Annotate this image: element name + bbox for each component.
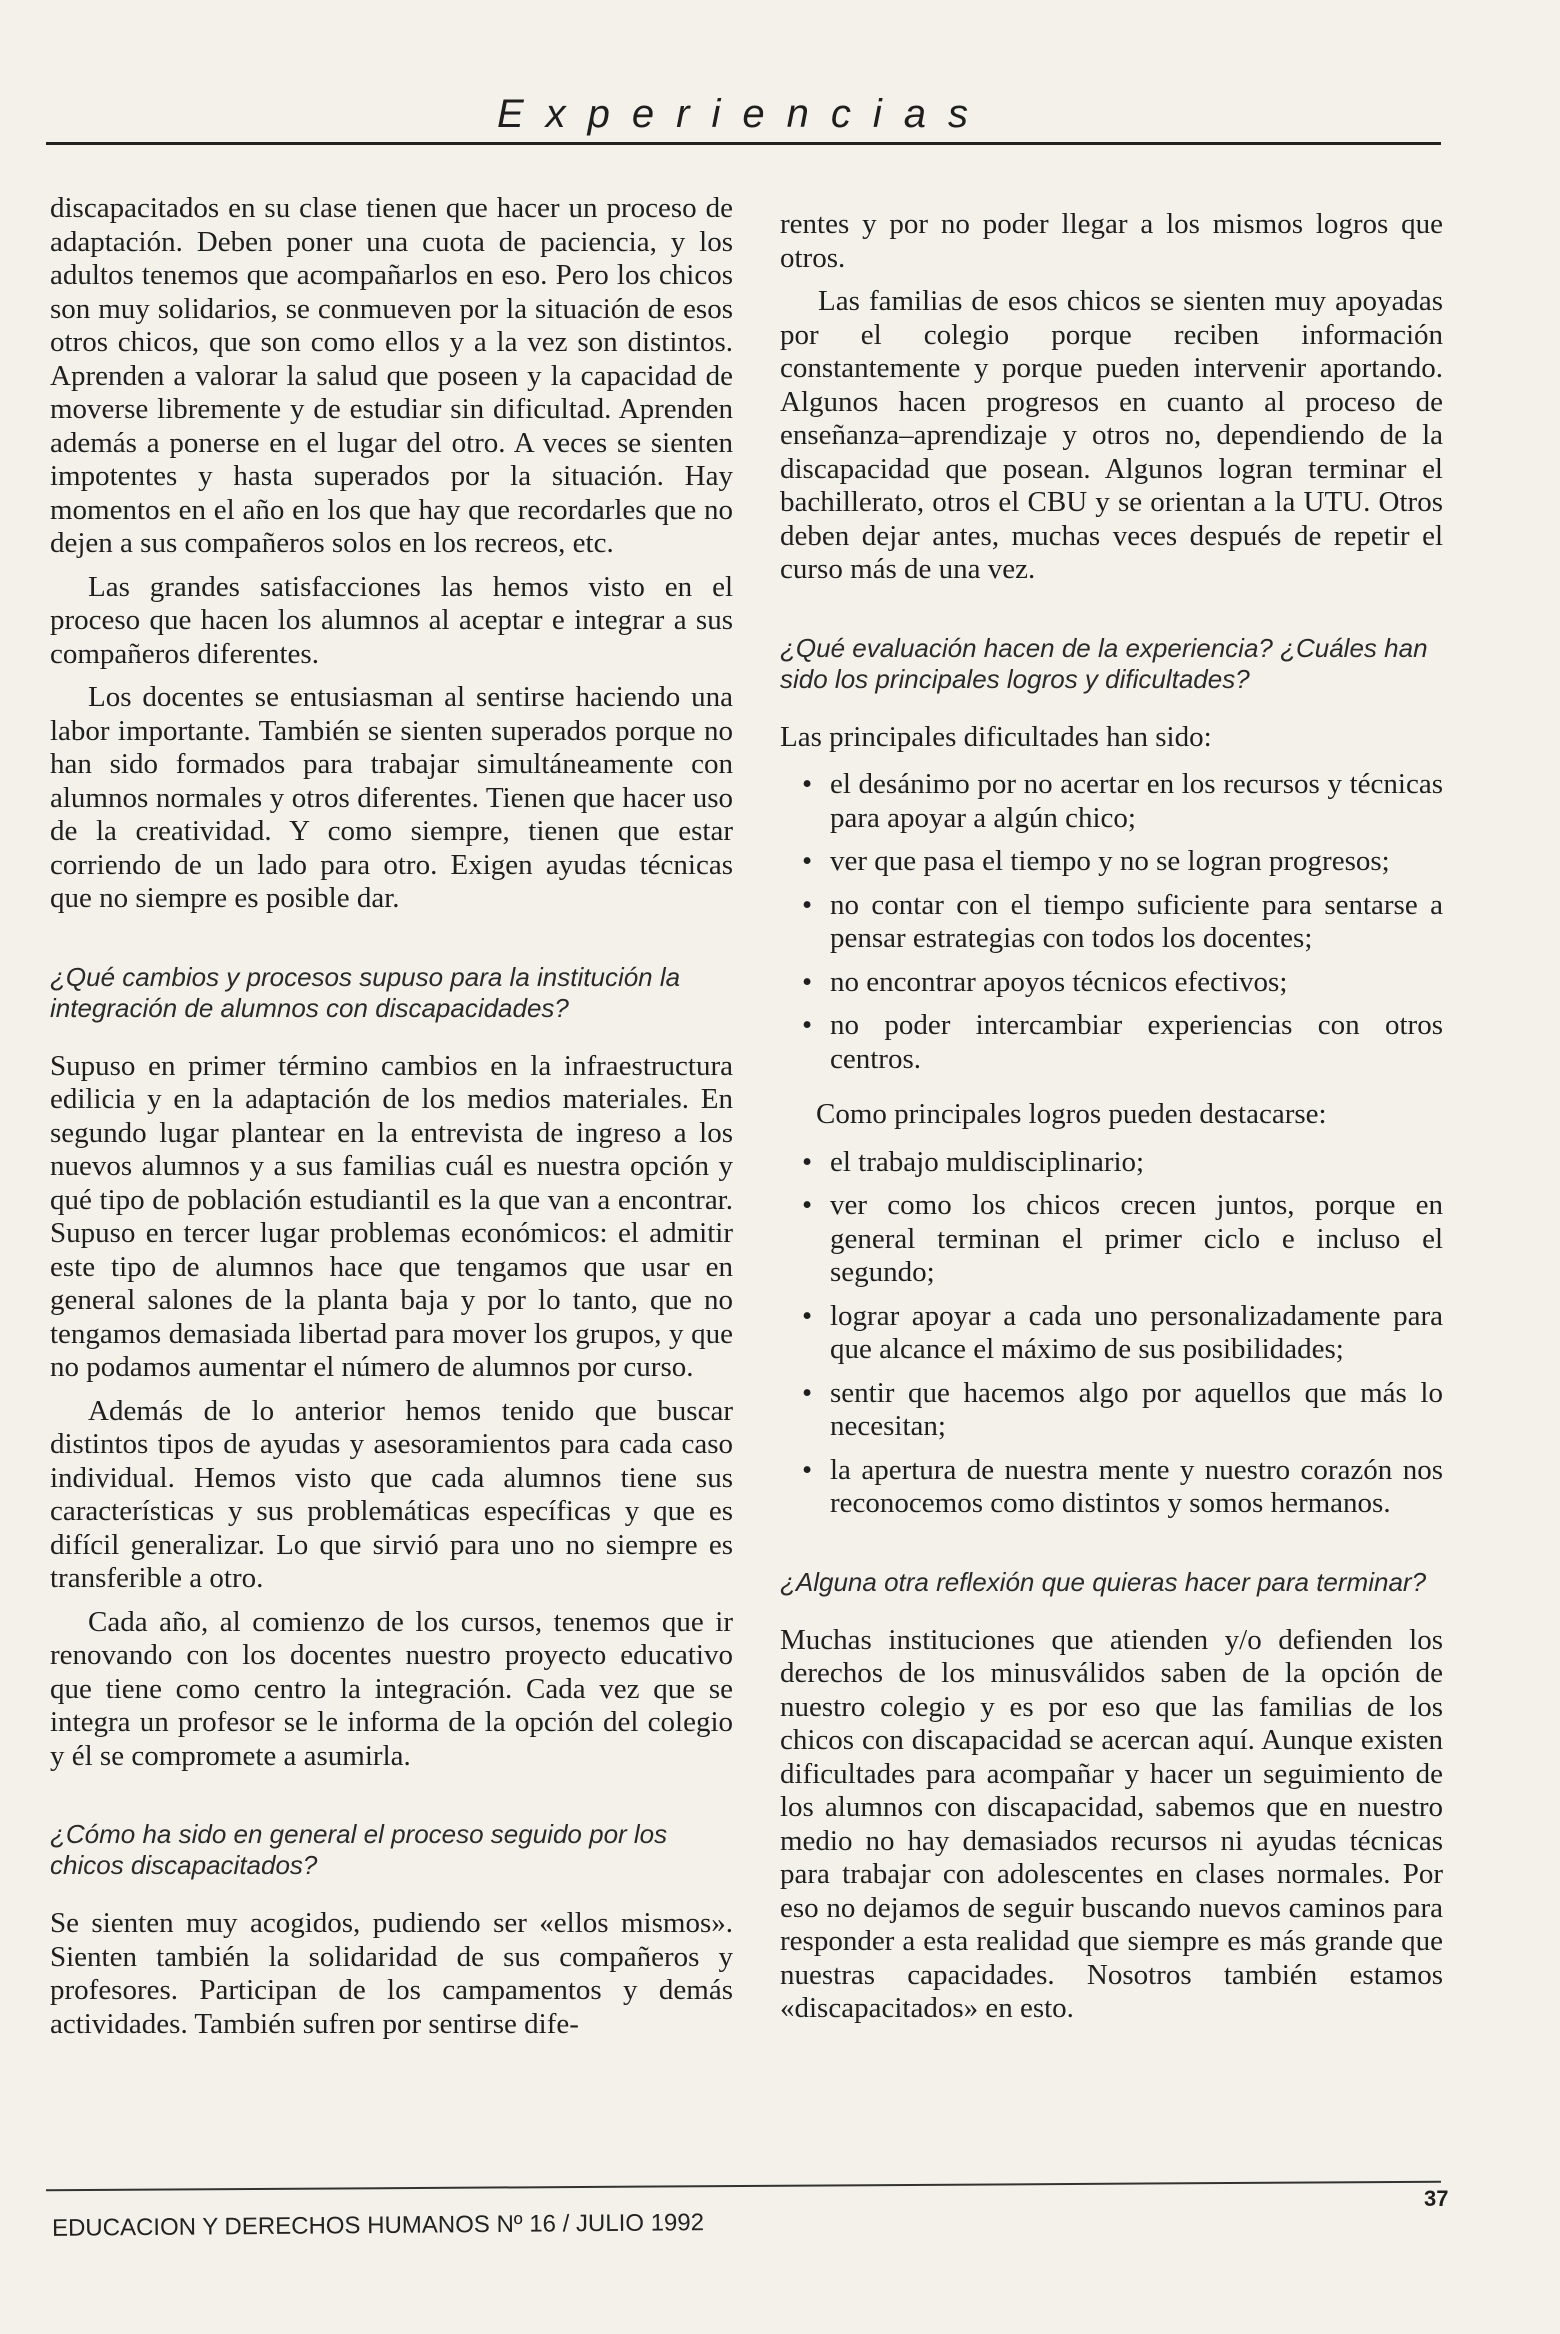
list-item: • sentir que hacemos algo por aquellos que más lo necesitan; (780, 1377, 1443, 1444)
interview-question: ¿Qué evaluación hacen de la experiencia? ¿Cuáles han sido los principales logros y dificultades? (780, 632, 1428, 694)
right-column (780, 208, 1443, 2036)
difficulties-list (780, 768, 1443, 1076)
paragraph: Las familias de esos chicos se sienten muy apoyadas por el colegio porque reciben información constantemente y porque pueden intervenir aportando. Algunos hacen progresos en cuanto al proceso de enseñanza–aprendizaje y otros no, dependiendo de la discapacidad que posean. Algunos logran terminar el bachillerato, otros el CBU y se orientan a la UTU. Otros deben dejar antes, muchas veces después de repetir el curso más de una vez. (780, 285, 1443, 585)
achievements-list (780, 1146, 1443, 1521)
paragraph: Las grandes satisfacciones las hemos visto en el proceso que hacen los alumnos al aceptar e integrar a sus compañeros diferentes. (50, 570, 733, 670)
interview-question: ¿Qué cambios y procesos supuso para la institución la integración de alumnos con discapacidades? (50, 961, 681, 1023)
list-item: • el trabajo muldisciplinario; (780, 1146, 1443, 1180)
paragraph: Cada año, al comienzo de los cursos, tenemos que ir renovando con los docentes nuestro proyecto educativo que tiene como centro la integración. Cada vez que se integra un profesor se le informa de la opción del colegio y él se compromete a asumirla. (50, 1605, 733, 1772)
list-item: • ver como los chicos crecen juntos, porque en general terminan el primer ciclo e incluso el segundo; (780, 1189, 1443, 1290)
list-item: • la apertura de nuestra mente y nuestro corazón nos reconocemos como distintos y somos hermanos. (780, 1454, 1443, 1521)
section-header (46, 88, 1441, 145)
interview-question: ¿Alguna otra reflexión que quieras hacer para terminar? (780, 1566, 1427, 1597)
paragraph: Muchas instituciones que atienden y/o defienden los derechos de los minusválidos saben de la opción de nuestro colegio y es por eso que las familias de los chicos con discapacidad se acercan aquí. Aunque existen dificultades para acompañar y hacer un seguimiento de los alumnos con discapacidad, sabemos que en nuestro medio no hay demasiados recursos ni ayudas técnicas para trabajar con adolescentes en clases normales. Por eso no dejamos de seguir buscando nuevos caminos para responder a esta realidad que siempre es más grande que nuestras capacidades. Nosotros también estamos «discapacitados» en esto. (780, 1623, 1443, 2024)
left-column (50, 192, 733, 2051)
footer-rule (46, 2181, 1441, 2192)
paragraph: Además de lo anterior hemos tenido que buscar distintos tipos de ayudas y asesoramientos para cada caso individual. Hemos visto que cada alumnos tiene sus características y sus problemáticas específicas y que es difícil generalizar. Lo que sirvió para uno no siempre es transferible a otro. (50, 1394, 733, 1594)
paragraph: discapacitados en su clase tienen que hacer un proceso de adaptación. Deben poner una cuota de paciencia, y los adultos tenemos que acompañarlos en eso. Pero los chicos son muy solidarios, se conmueven por la situación de esos otros chicos, que son como ellos y a la vez son distintos. Aprenden a valorar la salud que poseen y la capacidad de moverse libremente y de estudiar sin dificultad. Aprenden además a ponerse en el lugar del otro. A veces se sienten impotentes y hasta superados por la situación. Hay momentos en el año en los que hay que recordarles que no dejen a sus compañeros solos en los recreos, etc. (50, 192, 733, 559)
list-item: • no contar con el tiempo suficiente para sentarse a pensar estrategias con todos los docentes; (780, 889, 1443, 956)
paragraph: Los docentes se entusiasman al sentirse haciendo una labor importante. También se sienten superados porque no han sido formados para trabajar simultáneamente con alumnos normales y otros diferentes. Tienen que hacer uso de la creatividad. Y como siempre, tienen que estar corriendo de un lado para otro. Exigen ayudas técnicas que no siempre es posible dar. (50, 681, 733, 914)
list-intro: Como principales logros pueden destacarse: (816, 1098, 1327, 1130)
list-intro: Las principales dificultades han sido: (780, 720, 1212, 753)
page-number: 37 (1424, 2186, 1449, 2211)
paragraph: Se sienten muy acogidos, pudiendo ser «ellos mismos». Sienten también la solidaridad de sus compañeros y profesores. Participan de los campamentos y demás actividades. También sufren por sentirse dife- (50, 1907, 733, 2040)
section-title: Experiencias (496, 92, 990, 136)
footer-publication: EDUCACION Y DERECHOS HUMANOS Nº 16 / JULIO 1992 (51, 2209, 705, 2242)
list-item: • no encontrar apoyos técnicos efectivos; (780, 966, 1443, 1000)
paragraph: Supuso en primer término cambios en la infraestructura edilicia y en la adaptación de los medios materiales. En segundo lugar plantear en la entrevista de ingreso a los nuevos alumnos y a sus familias cuál es nuestra opción y qué tipo de población estudiantil es la que van a encontrar. Supuso en tercer lugar problemas económicos: el admitir este tipo de alumnos hace que tengamos que usar en general salones de la planta baja y por lo tanto, que no tengamos demasiada libertad para mover los grupos, y que no podamos aumentar el número de alumnos por curso. (50, 1049, 733, 1383)
list-item: • lograr apoyar a cada uno personalizadamente para que alcance el máximo de sus posibilidades; (780, 1300, 1443, 1367)
list-item: • no poder intercambiar experiencias con otros centros. (780, 1009, 1443, 1076)
list-item: • ver que pasa el tiempo y no se logran progresos; (780, 845, 1443, 879)
paragraph: rentes y por no poder llegar a los mismos logros que otros. (780, 208, 1443, 274)
interview-question: ¿Cómo ha sido en general el proceso seguido por los chicos discapacitados? (50, 1819, 668, 1880)
list-item: • el desánimo por no acertar en los recursos y técnicas para apoyar a algún chico; (780, 768, 1443, 835)
